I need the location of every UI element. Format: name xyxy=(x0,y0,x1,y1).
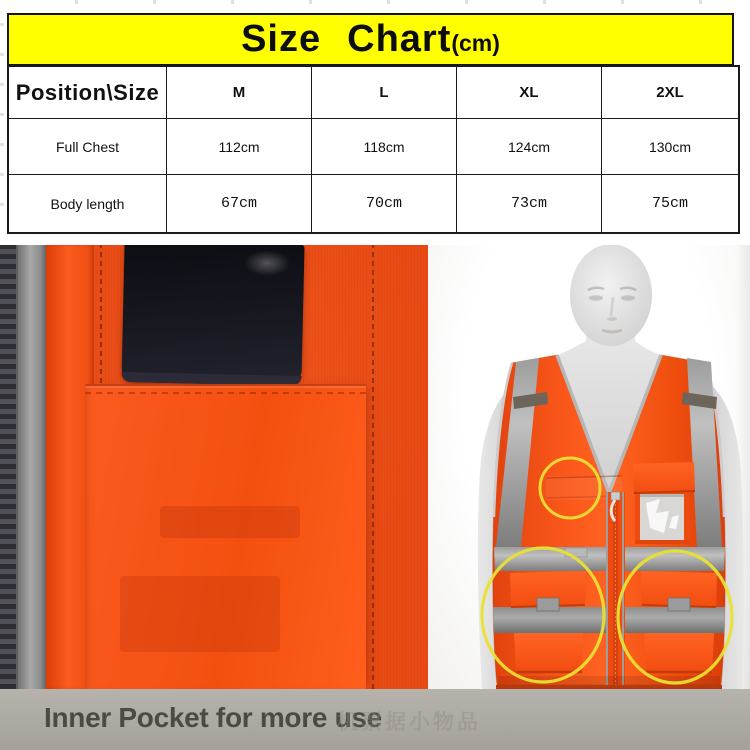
full-chest-l: 118cm xyxy=(312,119,457,175)
caption-watermark: 机票据小物品 xyxy=(337,711,481,734)
velcro-patch-lower xyxy=(120,576,280,652)
size-table-col-l: L xyxy=(312,67,457,119)
size-chart-title-bar xyxy=(7,13,734,66)
pocket-clip-right xyxy=(668,598,690,611)
size-table-corner-header: Position\Size xyxy=(9,67,167,119)
velcro-patch-upper xyxy=(160,506,300,538)
zipper-slider xyxy=(611,492,620,500)
smartphone-in-pocket xyxy=(121,245,304,386)
row-label-full-chest: Full Chest xyxy=(9,119,167,175)
title-unit: (cm) xyxy=(451,30,500,56)
vest-mannequin-photo xyxy=(428,245,750,689)
id-badge-pocket xyxy=(633,462,695,544)
spreadsheet-gridline-ticks-top xyxy=(0,0,750,4)
full-chest-m: 112cm xyxy=(167,119,312,175)
full-chest-2xl: 130cm xyxy=(602,119,738,175)
vest-illustration xyxy=(428,245,750,689)
row-label-body-length: Body length xyxy=(9,175,167,232)
size-table xyxy=(7,65,740,234)
pocket-clip-left xyxy=(537,598,559,611)
stitch-line-right xyxy=(372,245,374,689)
body-length-l: 70cm xyxy=(312,175,457,232)
caption-text: Inner Pocket for more use xyxy=(44,702,382,733)
body-length-2xl: 75cm xyxy=(602,175,738,232)
size-table-col-m: M xyxy=(167,67,312,119)
body-length-xl: 73cm xyxy=(457,175,602,232)
body-length-m: 67cm xyxy=(167,175,312,232)
caption-bar xyxy=(0,689,750,750)
phone-glare xyxy=(244,250,291,277)
title-word-size: Size xyxy=(241,18,322,60)
title-word-chart: Chart xyxy=(347,18,452,60)
zipper-tape xyxy=(18,245,46,689)
full-chest-xl: 124cm xyxy=(457,119,602,175)
pocket-closeup-photo xyxy=(0,245,428,689)
zipper-teeth xyxy=(0,245,18,689)
spreadsheet-gridline-ticks-left xyxy=(0,0,4,233)
size-table-col-xl: XL xyxy=(457,67,602,119)
inner-pocket-front-panel xyxy=(85,384,366,689)
size-table-col-2xl: 2XL xyxy=(602,67,738,119)
